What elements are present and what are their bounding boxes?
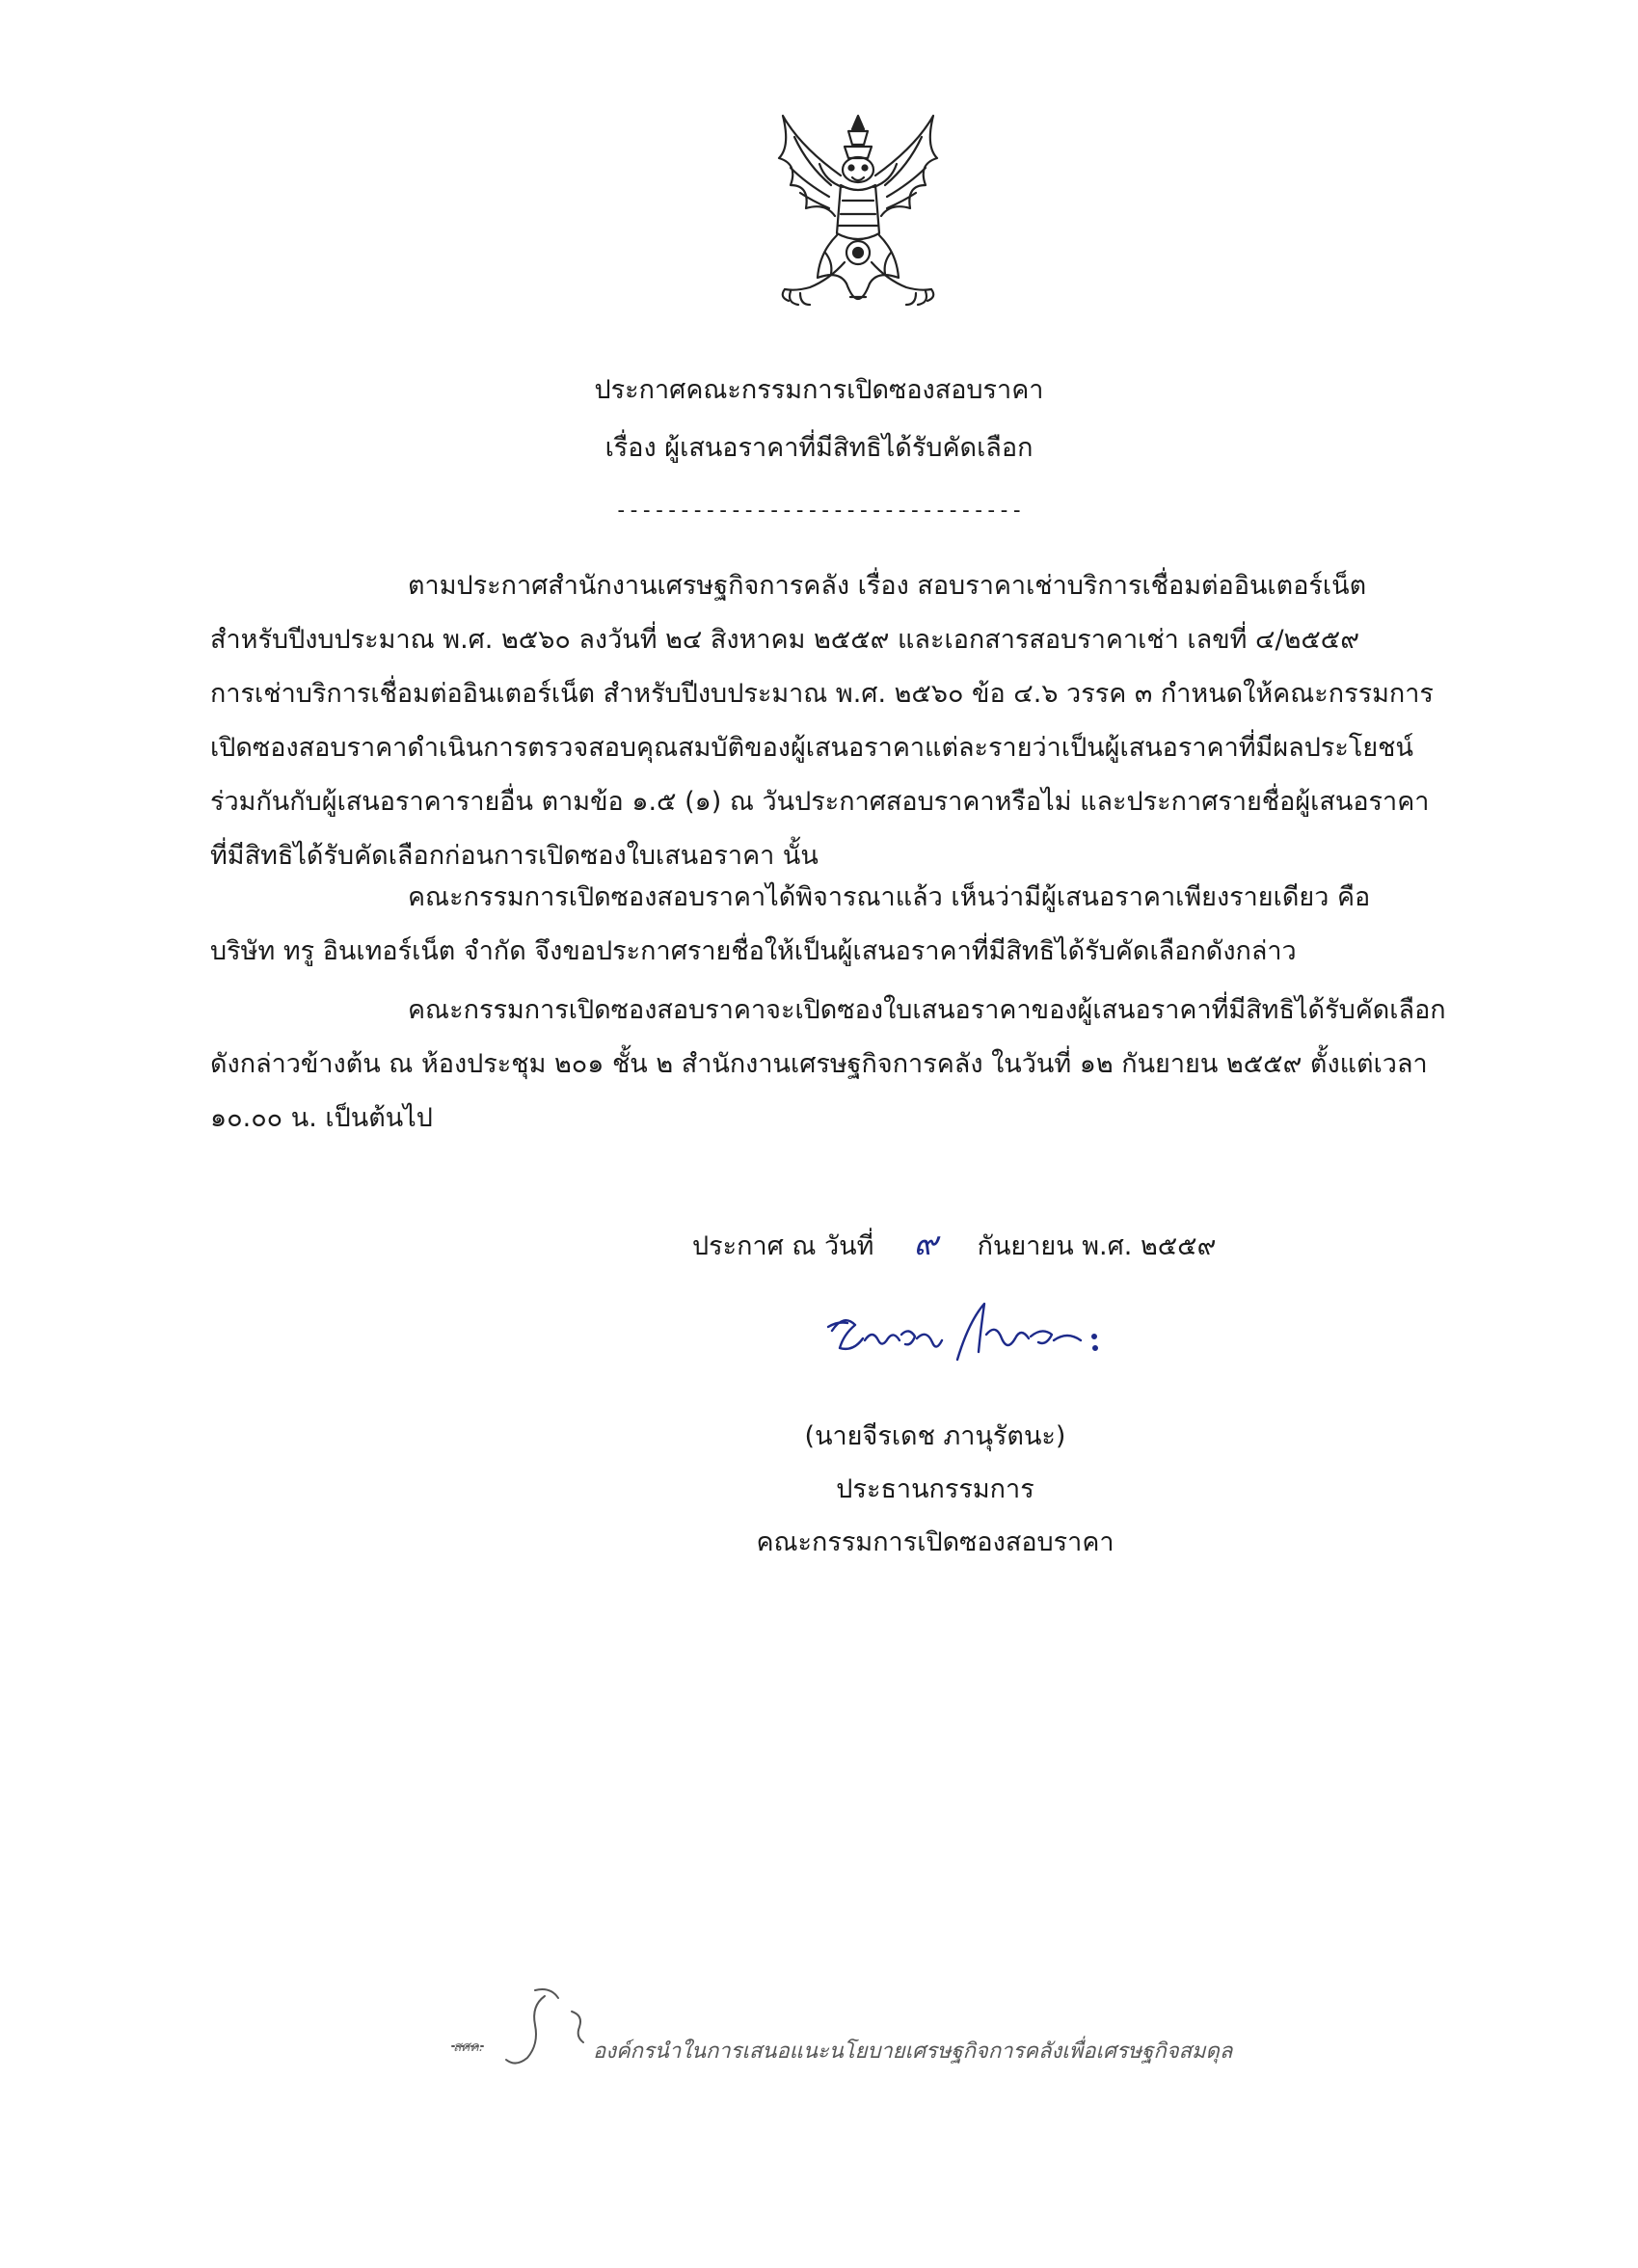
organization-slogan: องค์กรนำในการเสนอแนะนโยบายเศรษฐกิจการคลังเพื่อเศรษฐกิจสมดุล xyxy=(593,2039,1233,2064)
body-paragraph-3 xyxy=(210,984,1483,1146)
announcement-subject: เรื่อง ผู้เสนอราคาที่มีสิทธิได้รับคัดเลือก xyxy=(604,433,1034,463)
date-prefix: ประกาศ ณ วันที่ xyxy=(692,1231,874,1261)
paragraph-line: สำหรับปีงบประมาณ พ.ศ. ๒๕๖๐ ลงวันที่ ๒๔ สิงหาคม ๒๕๕๙ และเอกสารสอบราคาเช่า เลขที่ ๔/๒๕๕๙ xyxy=(210,625,1360,655)
signatory-position: ประธานกรรมการ xyxy=(836,1474,1034,1504)
paragraph-line: เปิดซองสอบราคาดำเนินการตรวจสอบคุณสมบัติของผู้เสนอราคาแต่ละรายว่าเป็นผู้เสนอราคาที่มีผลประโยชน์ xyxy=(210,733,1413,763)
paragraph-line: คณะกรรมการเปิดซองสอบราคาได้พิจารณาแล้ว เห็นว่ามีผู้เสนอราคาเพียงรายเดียว คือ xyxy=(408,882,1371,912)
paragraph-line: ดังกล่าวข้างต้น ณ ห้องประชุม ๒๐๑ ชั้น ๒ สำนักงานเศรษฐกิจการคลัง ในวันที่ ๑๒ กันยายน ๒๕๕๙ ตั้งแต่เวลา xyxy=(210,1049,1428,1079)
body-paragraph-1 xyxy=(210,559,1483,883)
date-day-handwritten: ๙ xyxy=(913,1225,938,1263)
paragraph-line: ๑๐.๐๐ น. เป็นต้นไป xyxy=(210,1103,433,1133)
body-paragraph-2 xyxy=(210,871,1483,979)
paragraph-line: บริษัท ทรู อินเทอร์เน็ต จำกัด จึงขอประกาศรายชื่อให้เป็นผู้เสนอราคาที่มีสิทธิได้รับคัดเลือกดังกล่าว xyxy=(210,936,1297,966)
paragraph-line: ที่มีสิทธิได้รับคัดเลือกก่อนการเปิดซองใบเสนอราคา นั้น xyxy=(210,841,819,871)
paragraph-line: การเช่าบริการเชื่อมต่ออินเตอร์เน็ต สำหรับปีงบประมาณ พ.ศ. ๒๕๖๐ ข้อ ๔.๖ วรรค ๓ กำหนดให้คณะกรรมการ xyxy=(210,679,1434,709)
announcement-title: ประกาศคณะกรรมการเปิดซองสอบราคา xyxy=(594,375,1044,405)
organization-abbreviation: สศค. xyxy=(453,2039,484,2055)
title-separator: -------------------------------- xyxy=(614,499,1024,523)
announcement-date xyxy=(692,1225,1216,1266)
paragraph-line: คณะกรรมการเปิดซองสอบราคาจะเปิดซองใบเสนอราคาของผู้เสนอราคาที่มีสิทธิได้รับคัดเลือก xyxy=(408,995,1446,1025)
signatory-committee: คณะกรรมการเปิดซองสอบราคา xyxy=(756,1527,1114,1557)
signatory-name: (นายจีรเดช ภานุรัตนะ) xyxy=(804,1421,1066,1451)
garuda-emblem-icon xyxy=(762,108,954,325)
date-suffix: กันยายน พ.ศ. ๒๕๕๙ xyxy=(977,1231,1217,1261)
paragraph-line: ร่วมกันกับผู้เสนอราคารายอื่น ตามข้อ ๑.๕ (๑) ณ วันประกาศสอบราคาหรือไม่ และประกาศรายชื่อผู้เสนอราคา xyxy=(210,787,1430,817)
handwritten-signature xyxy=(815,1292,1133,1379)
paragraph-line: ตามประกาศสำนักงานเศรษฐกิจการคลัง เรื่อง สอบราคาเช่าบริการเชื่อมต่ออินเตอร์เน็ต xyxy=(408,571,1367,601)
organization-logo-icon xyxy=(439,1977,612,2073)
